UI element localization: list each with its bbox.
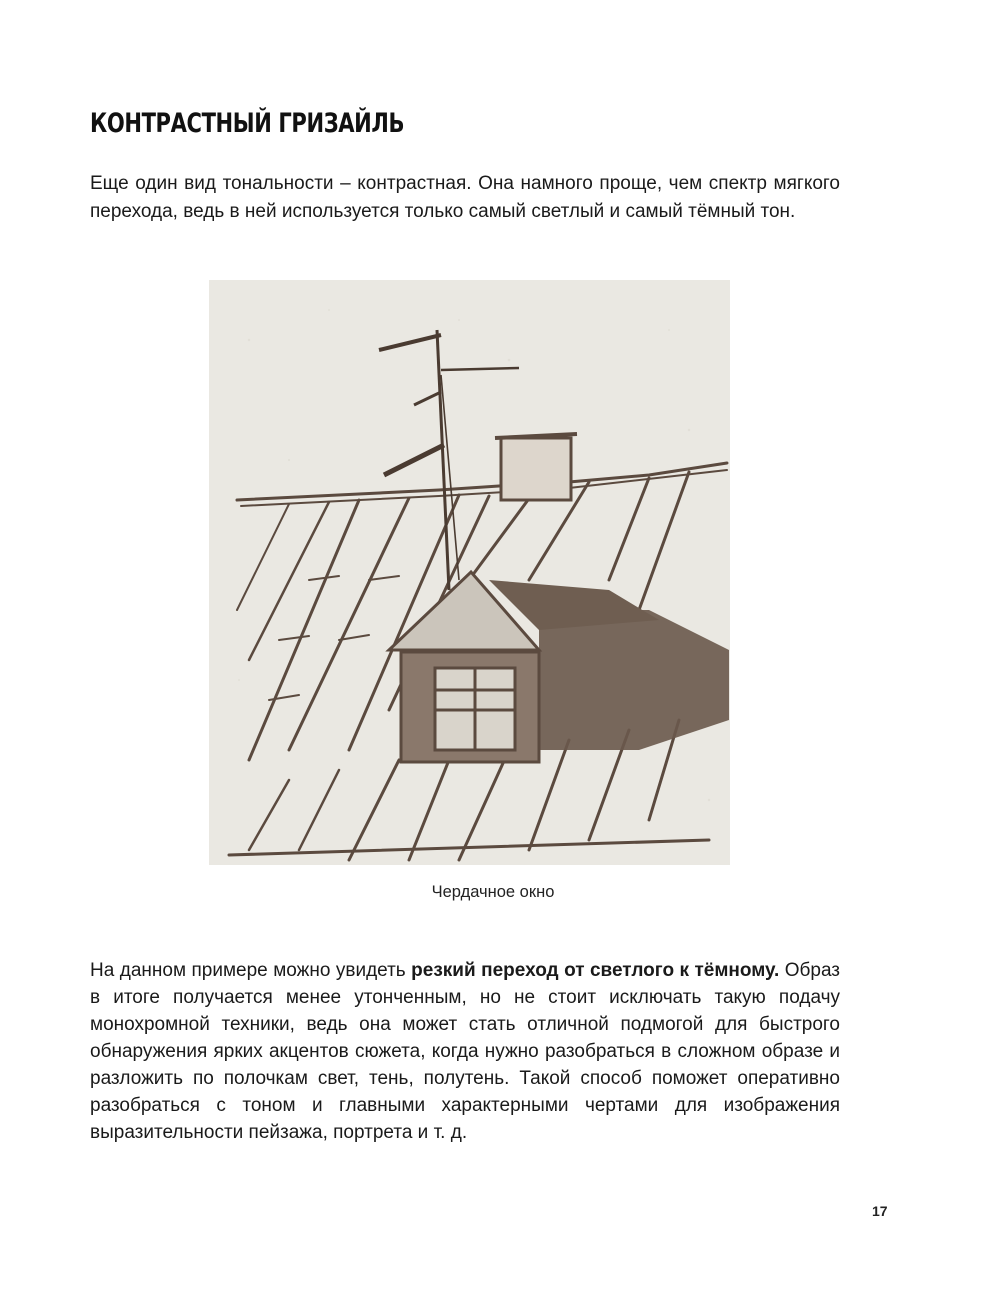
body-paragraph <box>90 957 840 1146</box>
roof-sketch <box>209 280 730 865</box>
figure-caption: Чердачное окно <box>431 883 555 901</box>
page-title: КОНТРАСТНЫЙ ГРИЗАЙЛЬ <box>90 108 405 139</box>
intro-paragraph <box>90 170 840 226</box>
body-lead: На данном примере можно увидеть <box>90 960 412 981</box>
body-rest: Образ в итоге получается менее утонченным, но не стоит исключать такую подачу монохромной техники, ведь она может стать отличной подмогой для быстрого обнаружения ярких акцентов сюжета, когда нужно разобраться в сложном образе и разложить по полочкам свет, тень, полутень. Такой способ поможет оперативно разобраться с тоном и главными характерными чертами для изображения выразительности пейзажа, портрета и т. д. <box>90 960 841 1143</box>
intro-text: Еще один вид тональности – контрастная. Она намного проще, чем спектр мягкого перехода, ведь в ней используется только самый светлый и самый тёмный тон. <box>90 173 840 222</box>
illustration-attic-window <box>209 280 730 865</box>
page-number: 17 <box>872 1203 888 1219</box>
body-emphasis: резкий переход от светлого к тёмному. <box>411 960 780 981</box>
